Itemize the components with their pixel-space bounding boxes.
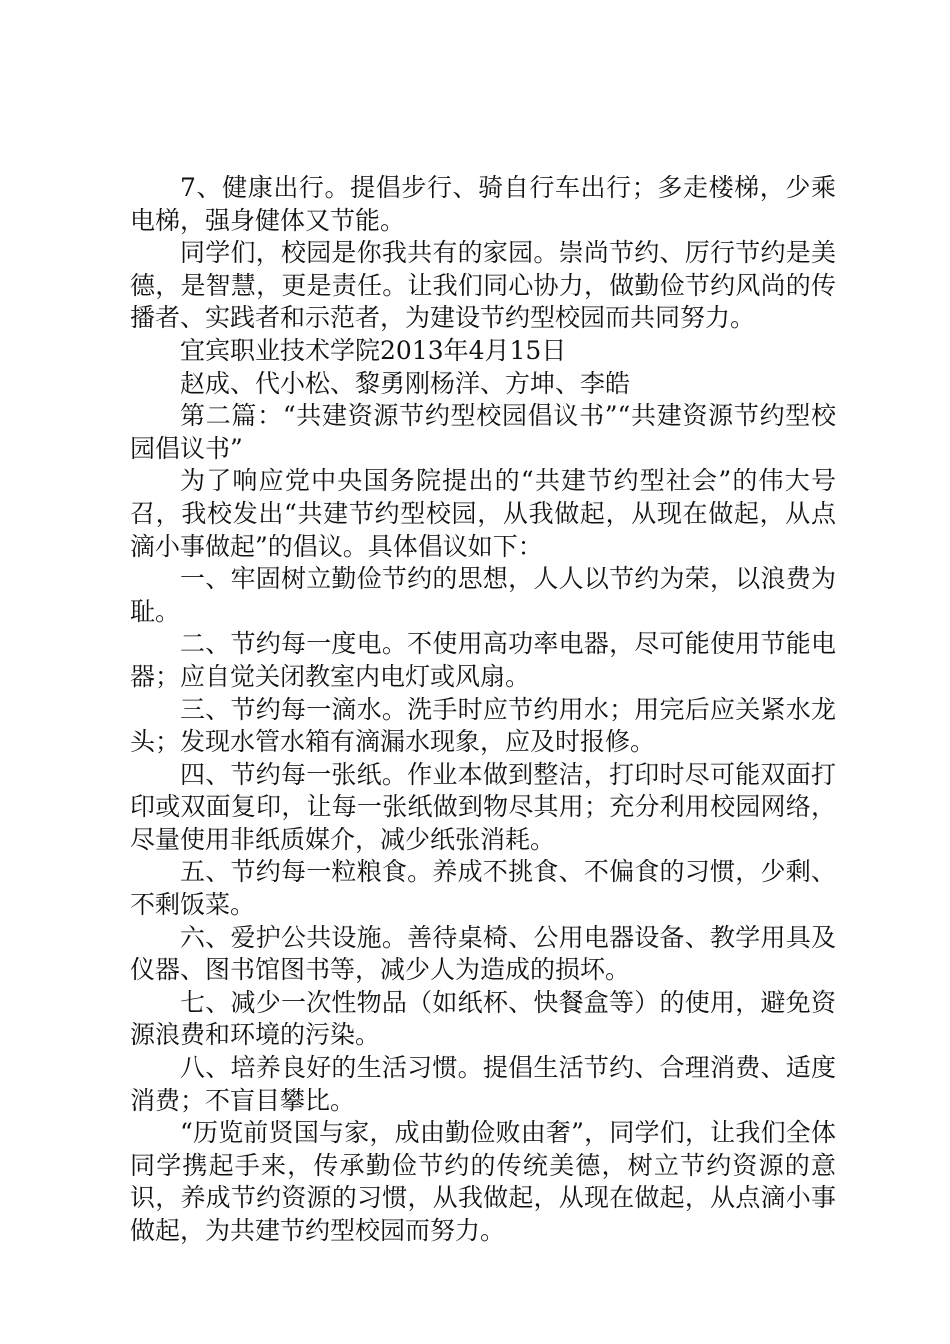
paragraph-closing: “历览前贤国与家，成由勤俭败由奢”，同学们，让我们全体同学携起手来，传承勤俭节约的传统美德，树立节约资源的意识，养成节约资源的习惯，从我做起，从现在做起，从点滴小事做起，为共建节约型校园而努力。 [130, 1118, 836, 1245]
paragraph-item-2: 二、节约每一度电。不使用高功率电器，尽可能使用节能电器；应自觉关闭教室内电灯或风扇。 [130, 629, 836, 691]
paragraph-item-6: 六、爱护公共设施。善待桌椅、公用电器设备、教学用具及仪器、图书馆图书等，减少人为造成的损坏。 [130, 922, 836, 985]
document-page [130, 172, 836, 1248]
paragraph-healthy-travel: 7、健康出行。提倡步行、骑自行车出行；多走楼梯，少乘电梯，强身健体又节能。 [130, 173, 836, 235]
paragraph-item-5: 五、节约每一粒粮食。养成不挑食、不偏食的习惯，少剩、不剩饭菜。 [130, 857, 836, 920]
paragraph-signatories: 赵成、代小松、黎勇刚杨洋、方坤、李皓 [180, 368, 631, 398]
paragraph-intro: 为了响应党中央国务院提出的“共建节约型社会”的伟大号召，我校发出“共建节约型校园，从我做起，从现在做起，从点滴小事做起”的倡议。具体倡议如下： [130, 466, 836, 561]
paragraph-appeal: 同学们，校园是你我共有的家园。崇尚节约、厉行节约是美德，是智慧，更是责任。让我们同心协力，做勤俭节约风尚的传播者、实践者和示范者，为建设节约型校园而共同努力。 [130, 238, 836, 333]
paragraph-institution-date: 宜宾职业技术学院2013年4月15日 [180, 335, 567, 365]
paragraph-section-two-title: 第二篇：“共建资源节约型校园倡议书”“共建资源节约型校园倡议书” [130, 401, 836, 463]
paragraph-item-7: 七、减少一次性物品（如纸杯、快餐盒等）的使用，避免资源浪费和环境的污染。 [130, 987, 836, 1050]
paragraph-item-1: 一、牢固树立勤俭节约的思想，人人以节约为荣，以浪费为耻。 [130, 564, 836, 626]
paragraph-item-8: 八、培养良好的生活习惯。提倡生活节约、合理消费、适度消费；不盲目攀比。 [130, 1053, 836, 1115]
paragraph-item-4: 四、节约每一张纸。作业本做到整洁，打印时尽可能双面打印或双面复印，让每一张纸做到物尽其用；充分利用校园网络，尽量使用非纸质媒介，减少纸张消耗。 [130, 759, 836, 854]
paragraph-item-3: 三、节约每一滴水。洗手时应节约用水；用完后应关紧水龙头；发现水管水箱有滴漏水现象，应及时报修。 [130, 694, 836, 757]
